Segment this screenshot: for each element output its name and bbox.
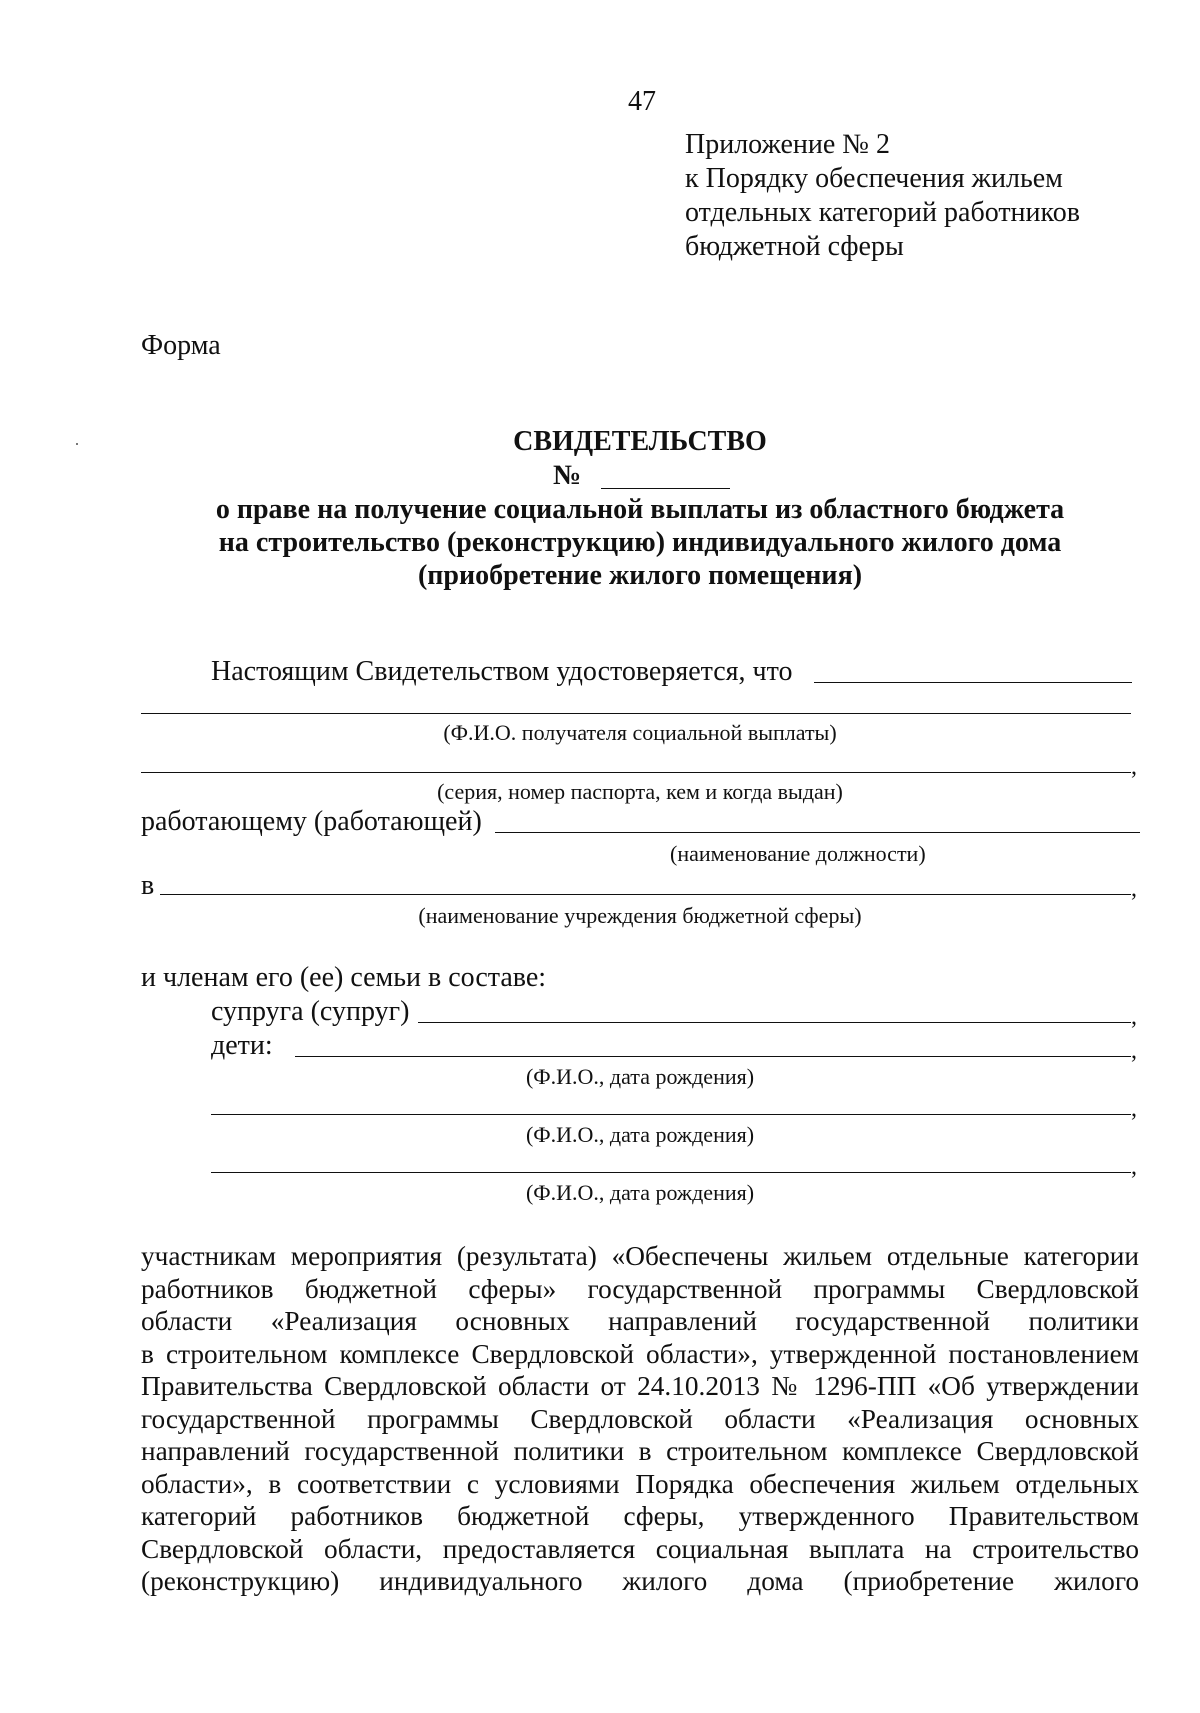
position-caption: (наименование должности) xyxy=(670,841,926,866)
recipient-name-field-start[interactable] xyxy=(814,682,1132,683)
field-comma: , xyxy=(1131,1154,1137,1180)
child-caption: (Ф.И.О., дата рождения) xyxy=(525,1064,755,1089)
field-comma: , xyxy=(1131,1096,1137,1122)
working-label: работающему (работающей) xyxy=(141,806,482,837)
title-subtitle: (приобретение жилого помещения) xyxy=(417,560,863,591)
child-caption: (Ф.И.О., дата рождения) xyxy=(525,1122,755,1147)
appendix-line: к Порядку обеспечения жильем xyxy=(685,163,1063,194)
field-comma: , xyxy=(1131,1004,1137,1030)
body-paragraph xyxy=(141,1240,1139,1598)
title-subtitle: на строительство (реконструкцию) индивидуального жилого дома xyxy=(218,527,1062,558)
spouse-label: супруга (супруг) xyxy=(211,996,410,1027)
institution-caption: (наименование учреждения бюджетной сферы) xyxy=(418,903,862,928)
passport-caption: (серия, номер паспорта, кем и когда выдан) xyxy=(437,779,843,804)
certificate-number-field[interactable] xyxy=(601,488,730,489)
position-field[interactable] xyxy=(495,832,1140,833)
family-intro: и членам его (ее) семьи в составе: xyxy=(141,962,547,993)
appendix-line: отдельных категорий работников xyxy=(685,197,1080,228)
page-number: 47 xyxy=(628,86,656,117)
paragraph-line: категорий работников бюджетной сферы, утвержденного Правительством xyxy=(141,1501,1139,1531)
appendix-line: бюджетной сферы xyxy=(685,231,904,262)
institution-field[interactable] xyxy=(160,894,1131,895)
paragraph-line: области», в соответствии с условиями Порядка обеспечения жильем отдельных xyxy=(141,1468,1139,1499)
form-label: Форма xyxy=(141,330,221,361)
title-subtitle: о праве на получение социальной выплаты из областного бюджета xyxy=(215,494,1065,525)
document-title: СВИДЕТЕЛЬСТВО xyxy=(513,426,767,457)
child-caption: (Ф.И.О., дата рождения) xyxy=(525,1180,755,1205)
paragraph-line: Свердловской области, предоставляется социальная выплата на строительство xyxy=(141,1533,1139,1564)
recipient-caption: (Ф.И.О. получателя социальной выплаты) xyxy=(443,720,837,745)
appendix-header xyxy=(685,128,1080,264)
paragraph-line: (реконструкцию) индивидуального жилого дома (приобретение жилого xyxy=(141,1566,1139,1596)
certificate-number-prefix: № xyxy=(553,460,582,491)
paragraph-line: области «Реализация основных направлений государственной политики xyxy=(141,1306,1139,1336)
passport-field[interactable] xyxy=(141,772,1131,773)
intro-text: Настоящим Свидетельством удостоверяется, что xyxy=(211,656,793,687)
child-field[interactable] xyxy=(211,1114,1131,1115)
field-comma: , xyxy=(1131,1038,1137,1064)
recipient-name-field[interactable] xyxy=(141,713,1131,714)
children-label: дети: xyxy=(211,1030,273,1061)
paragraph-line: участникам мероприятия (результата) «Обеспечены жильем отдельные категории xyxy=(141,1241,1139,1271)
child-field[interactable] xyxy=(295,1056,1131,1057)
spouse-field[interactable] xyxy=(418,1022,1131,1023)
paragraph-line: государственной программы Свердловской области «Реализация основных xyxy=(141,1403,1139,1434)
field-comma: , xyxy=(1131,876,1137,902)
child-field[interactable] xyxy=(211,1172,1131,1173)
paragraph-line: направлений государственной политики в строительном комплексе Свердловской xyxy=(141,1436,1139,1466)
paragraph-line: Правительства Свердловской области от 24.10.2013 № 1296-ПП «Об утверждении xyxy=(141,1371,1139,1401)
paragraph-line: работников бюджетной сферы» государственной программы Свердловской xyxy=(141,1273,1139,1304)
field-comma: , xyxy=(1131,754,1137,780)
paragraph-line: в строительном комплексе Свердловской области», утвержденной постановлением xyxy=(141,1338,1139,1369)
in-label: в xyxy=(141,870,155,901)
appendix-line: Приложение № 2 xyxy=(685,129,890,160)
